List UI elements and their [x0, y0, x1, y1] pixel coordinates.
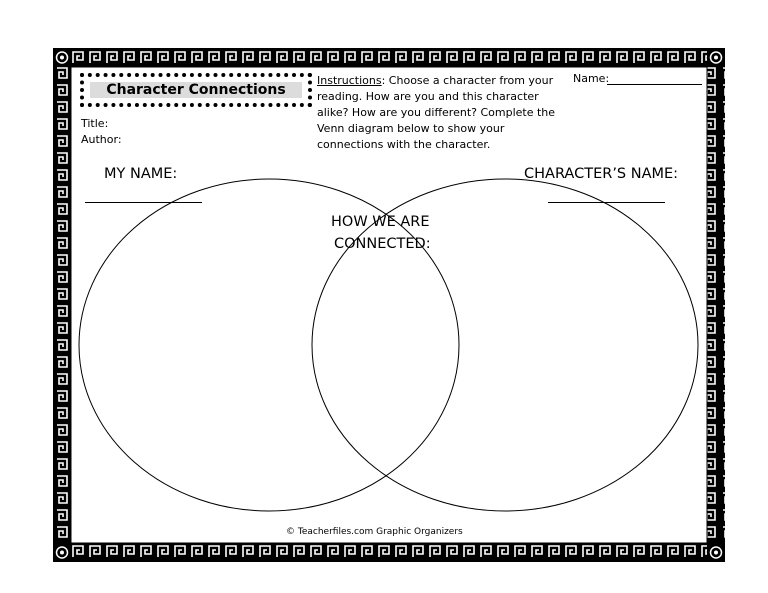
author-field-label: Author: [81, 133, 122, 146]
footer-copyright: © Teacherfiles.com Graphic Organizers [286, 527, 463, 537]
instructions-heading: Instructions [317, 74, 382, 87]
right-circle-label: CHARACTER’S NAME: [524, 166, 679, 182]
center-label-line1: HOW WE ARE [331, 214, 430, 230]
name-field-label: Name: [573, 72, 610, 85]
title-field-label: Title: [81, 117, 109, 130]
center-label-line2: CONNECTED: [334, 236, 431, 252]
page-title: Character Connections [90, 82, 302, 98]
border-top [71, 48, 707, 67]
border-bottom [71, 543, 707, 562]
title-banner [80, 73, 312, 107]
instructions-text: : Choose a character from your reading. How are you and this character alike? How are you different? Complete the Venn diagram below to show your connections with the character. [317, 74, 556, 151]
corner-bottom-left [53, 543, 71, 562]
corner-top-left [53, 48, 71, 67]
corner-top-right [707, 48, 725, 67]
instructions [317, 73, 572, 153]
border-right [707, 67, 725, 543]
character-name-line[interactable] [548, 202, 665, 203]
left-circle-label: MY NAME: [104, 166, 178, 182]
my-name-line[interactable] [85, 202, 202, 203]
border-left [53, 67, 71, 543]
corner-bottom-right [707, 543, 725, 562]
name-field-line[interactable] [607, 84, 702, 85]
